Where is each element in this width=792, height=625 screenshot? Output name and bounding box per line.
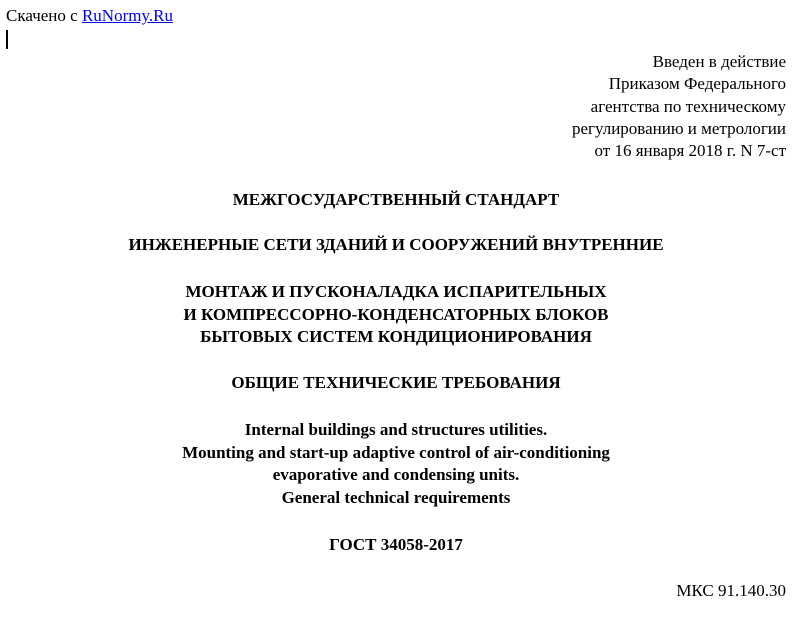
enactment-line: Введен в действие <box>652 52 786 71</box>
subtitle: ОБЩИЕ ТЕХНИЧЕСКИЕ ТРЕБОВАНИЯ <box>231 373 561 392</box>
enactment-block <box>456 51 786 162</box>
enactment-line: Приказом Федерального <box>608 74 786 94</box>
main-title-line: И КОМПРЕССОРНО-КОНДЕНСАТОРНЫХ БЛОКОВ <box>183 304 609 324</box>
main-title-line: БЫТОВЫХ СИСТЕМ КОНДИЦИОНИРОВАНИЯ <box>200 327 592 346</box>
gost-number: ГОСТ 34058-2017 <box>329 535 463 554</box>
source-prefix: Скачено с <box>6 6 82 25</box>
english-title-line: Mounting and start-up adaptive control of air-conditioning <box>182 442 610 462</box>
standard-group-heading: ИНЖЕНЕРНЫЕ СЕТИ ЗДАНИЙ И СООРУЖЕНИЙ ВНУТРЕННИЕ <box>128 235 664 254</box>
main-title <box>0 281 792 349</box>
enactment-line: агентства по техническому <box>590 96 786 116</box>
runormy-link[interactable]: RuNormy.Ru <box>81 6 173 25</box>
standard-type-heading: МЕЖГОСУДАРСТВЕННЫЙ СТАНДАРТ <box>232 190 560 209</box>
source-line <box>6 6 173 26</box>
english-title <box>0 419 792 509</box>
english-title-line: Internal buildings and structures utilities. <box>244 420 548 439</box>
english-title-line: General technical requirements <box>281 487 511 507</box>
enactment-line: регулированию и метрологии <box>571 118 786 138</box>
english-title-line: evaporative and condensing units. <box>272 465 520 484</box>
enactment-line: от 16 января 2018 г. N 7-ст <box>594 141 786 161</box>
mks-code: МКС 91.140.30 <box>676 581 786 600</box>
main-title-line: МОНТАЖ И ПУСКОНАЛАДКА ИСПАРИТЕЛЬНЫХ <box>185 282 607 301</box>
text-cursor <box>6 30 8 49</box>
